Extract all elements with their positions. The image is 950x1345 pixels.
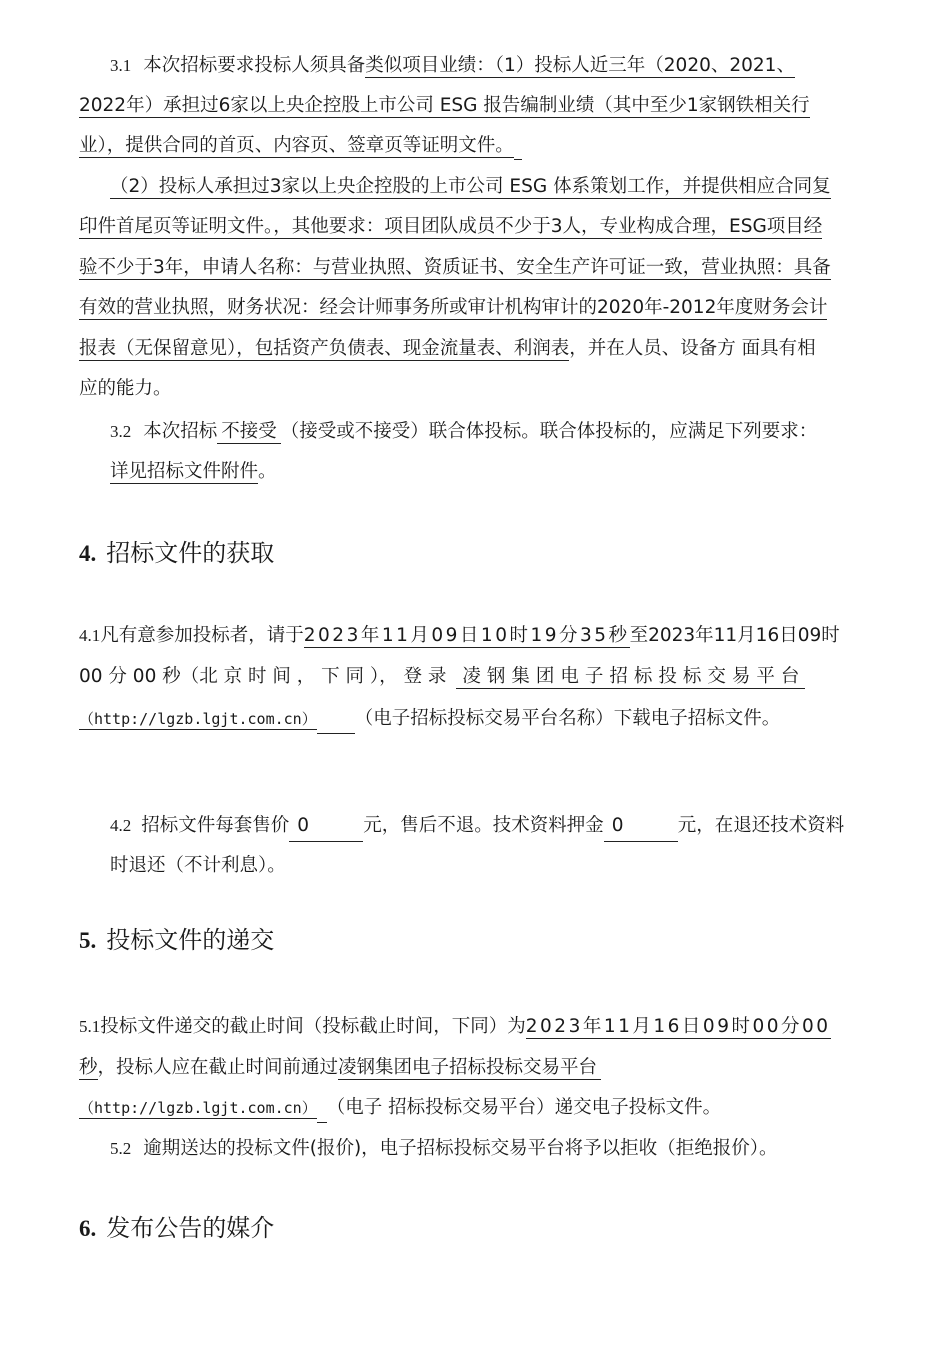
deadline-time-end: 秒 [79, 1057, 98, 1078]
section-5-2-line-1 [110, 1135, 777, 1163]
text: 投标文件递交的截止时间（投标截止时间，下同）为 [100, 1016, 526, 1037]
text: ，投标人应在截止时间前通过 [97, 1057, 339, 1078]
section-3-1-line-2 [79, 92, 810, 120]
underlined-text: 报表（无保留意见），包括资产负债表、现金流量表、利润表 [79, 338, 570, 359]
section-5-1-line-3 [79, 1094, 721, 1123]
section-5-1-line-1 [79, 1013, 831, 1041]
heading-number: 4. [79, 541, 97, 566]
section-3-1-line-7 [79, 294, 827, 322]
section-3-1-line-1 [110, 52, 795, 80]
text: ，并在人员、设备方 面具有相 [569, 338, 816, 359]
heading-section-6 [79, 1212, 274, 1245]
text: 招标文件每套售价 [141, 815, 290, 836]
section-4-1-line-2 [79, 663, 805, 691]
section-3-1-line-4 [110, 173, 831, 201]
section-3-1-line-8 [79, 335, 816, 363]
section-3-2-line-2 [110, 458, 277, 486]
text: 。 [258, 461, 277, 482]
platform-name: 凌钢集团电子招标投标交易平台 [456, 666, 805, 689]
section-3-2-line-1 [110, 418, 817, 446]
deadline-time: 2023年11月16日09时00分00 [525, 1016, 831, 1037]
section-5-1-line-2 [79, 1054, 601, 1082]
section-number: 5.2 [110, 1139, 132, 1158]
section-3-1-line-9 [79, 375, 172, 403]
text: 逾期送达的投标文件(报价)，电子招标投标交易平台将予以拒收（拒绝报价）。 [143, 1138, 778, 1159]
heading-number: 5. [79, 928, 97, 953]
heading-title: 发布公告的媒介 [106, 1214, 275, 1242]
text: 元，售后不退。技术资料押金 [363, 815, 604, 836]
text: 凡有意参加投标者，请于 [100, 625, 304, 646]
text: 元，在退还技术资料 [677, 815, 845, 836]
text: 00 分 00 秒（北 京 时 间 ， 下 同 ）， 登 录 [79, 666, 447, 687]
text: 至2023年11月16日09时 [629, 625, 840, 646]
section-4-2-line-2 [110, 852, 286, 880]
platform-url: （http://lgzb.lgjt.com.cn） [79, 1099, 317, 1117]
heading-section-4 [79, 537, 274, 570]
document-price: 0 [289, 812, 363, 842]
section-3-1-line-6 [79, 254, 831, 282]
section-4-1-line-3 [79, 705, 780, 734]
deposit-amount: 0 [604, 812, 678, 842]
text: 本次招标要求投标人须具备 [143, 55, 366, 76]
section-number: 3.2 [110, 422, 132, 441]
section-4-1-line-1 [79, 622, 840, 650]
underlined-text: 2022年）承担过6家以上央企控股上市公司 ESG 报告编制业绩（其中至少1家钢铁相关行 [79, 95, 810, 116]
section-3-1-line-5 [79, 213, 822, 241]
heading-title: 投标文件的递交 [106, 926, 275, 954]
section-4-2-line-1 [110, 812, 844, 842]
joint-bid-value: 不接受 [217, 421, 281, 444]
underlined-text: 有效的营业执照，财务状况：经会计师事务所或审计机构审计的2020年-2012年度财务会计 [79, 297, 828, 318]
text: 应的能力。 [79, 378, 172, 399]
section-number: 3.1 [110, 56, 132, 75]
section-number: 4.1 [79, 626, 101, 645]
start-time: 2023年11月09日10时19分35秒 [303, 625, 630, 646]
text: 本次招标 [143, 421, 218, 442]
section-number: 4.2 [110, 816, 132, 835]
underlined-text: 验不少于3年，申请人名称：与营业执照、资质证书、安全生产许可证一致，营业执照：具备 [79, 257, 831, 278]
text: （电子 招标投标交易平台）递交电子投标文件。 [326, 1097, 722, 1118]
heading-title: 招标文件的获取 [106, 539, 275, 567]
platform-name: 凌钢集团电子招标投标交易平台 [338, 1057, 601, 1080]
platform-url: （http://lgzb.lgjt.com.cn） [79, 710, 317, 728]
underlined-text: 详见招标文件附件 [110, 461, 259, 482]
heading-number: 6. [79, 1216, 97, 1241]
heading-section-5 [79, 924, 274, 957]
underlined-text: 印件首尾页等证明文件。，其他要求：项目团队成员不少于3人，专业构成合理，ESG项目经 [79, 216, 823, 237]
text: （接受或不接受）联合体投标。联合体投标的，应满足下列要求： [280, 421, 818, 442]
underlined-text: （2）投标人承担过3家以上央企控股的上市公司 ESG 体系策划工作，并提供相应合同复 [110, 176, 831, 197]
underlined-text: 类似项目业绩：（1）投标人近三年（2020、2021、 [365, 55, 795, 76]
text: （电子招标投标交易平台名称）下载电子招标文件。 [354, 708, 781, 729]
text: 时退还（不计利息）。 [110, 855, 286, 876]
section-3-1-line-3 [79, 132, 522, 160]
section-number: 5.1 [79, 1017, 101, 1036]
underlined-text: 业），提供合同的首页、内容页、签章页等证明文件。 [79, 135, 514, 156]
